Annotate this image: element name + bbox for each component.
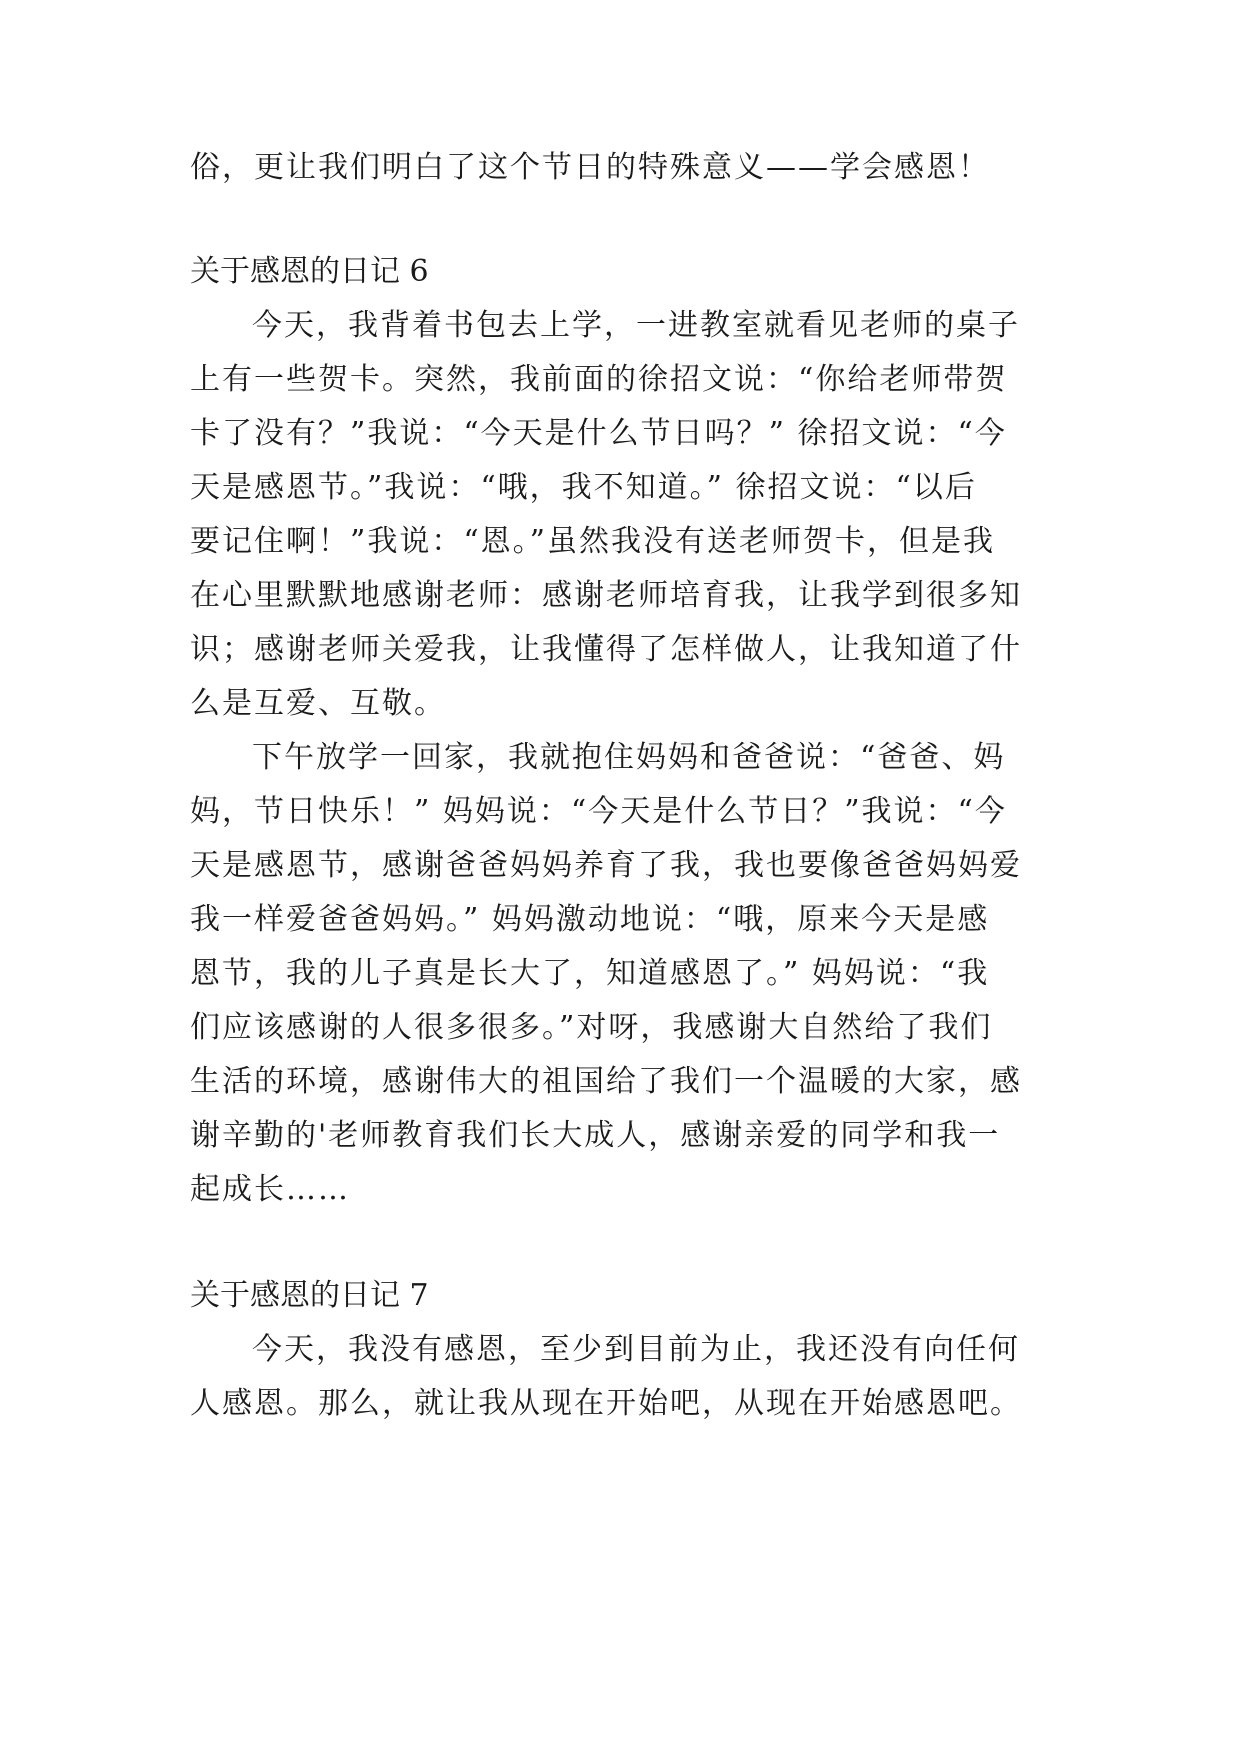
- paragraph-line: 天是感恩节。”我说：“哦，我不知道。” 徐招文说：“以后: [190, 470, 977, 505]
- paragraph-line: 要记住啊！”我说：“恩。”虽然我没有送老师贺卡，但是我: [190, 524, 996, 559]
- paragraph-line: 今天，我没有感恩，至少到目前为止，我还没有向任何: [252, 1332, 1020, 1367]
- paragraph-line: 卡了没有？”我说：“今天是什么节日吗？” 徐招文说：“今: [190, 416, 1007, 451]
- section-6-title: 关于感恩的日记 6: [190, 254, 429, 289]
- paragraph-line: 今天，我背着书包去上学，一进教室就看见老师的桌子: [252, 308, 1020, 343]
- paragraph-line: 在心里默默地感谢老师：感谢老师培育我，让我学到很多知: [190, 578, 1022, 613]
- paragraph-line: 妈，节日快乐！” 妈妈说：“今天是什么节日？”我说：“今: [190, 794, 1007, 829]
- paragraph-line: 恩节，我的儿子真是长大了，知道感恩了。” 妈妈说：“我: [190, 956, 990, 991]
- paragraph-line: 识；感谢老师关爱我，让我懂得了怎样做人，让我知道了什: [190, 632, 1022, 667]
- paragraph-line: 生活的环境，感谢伟大的祖国给了我们一个温暖的大家，感: [190, 1064, 1022, 1099]
- paragraph-line: 下午放学一回家，我就抱住妈妈和爸爸说：“爸爸、妈: [252, 740, 1006, 775]
- paragraph-line: 谢辛勤的'老师教育我们长大成人，感谢亲爱的同学和我一: [190, 1118, 1001, 1153]
- paragraph-line: 们应该感谢的人很多很多。”对呀，我感谢大自然给了我们: [190, 1010, 993, 1045]
- section-7-title: 关于感恩的日记 7: [190, 1278, 429, 1313]
- paragraph-line: 上有一些贺卡。突然，我前面的徐招文说：“你给老师带贺: [190, 362, 1008, 397]
- continuation-line: 俗，更让我们明白了这个节日的特殊意义——学会感恩！: [190, 150, 990, 185]
- paragraph-line: 天是感恩节，感谢爸爸妈妈养育了我，我也要像爸爸妈妈爱: [190, 848, 1022, 883]
- paragraph-line: 起成长……: [190, 1172, 350, 1207]
- paragraph-line: 人感恩。那么，就让我从现在开始吧，从现在开始感恩吧。: [190, 1386, 1022, 1421]
- paragraph-line: 么是互爱、互敬。: [190, 686, 446, 721]
- paragraph-line: 我一样爱爸爸妈妈。” 妈妈激动地说：“哦，原来今天是感: [190, 902, 990, 937]
